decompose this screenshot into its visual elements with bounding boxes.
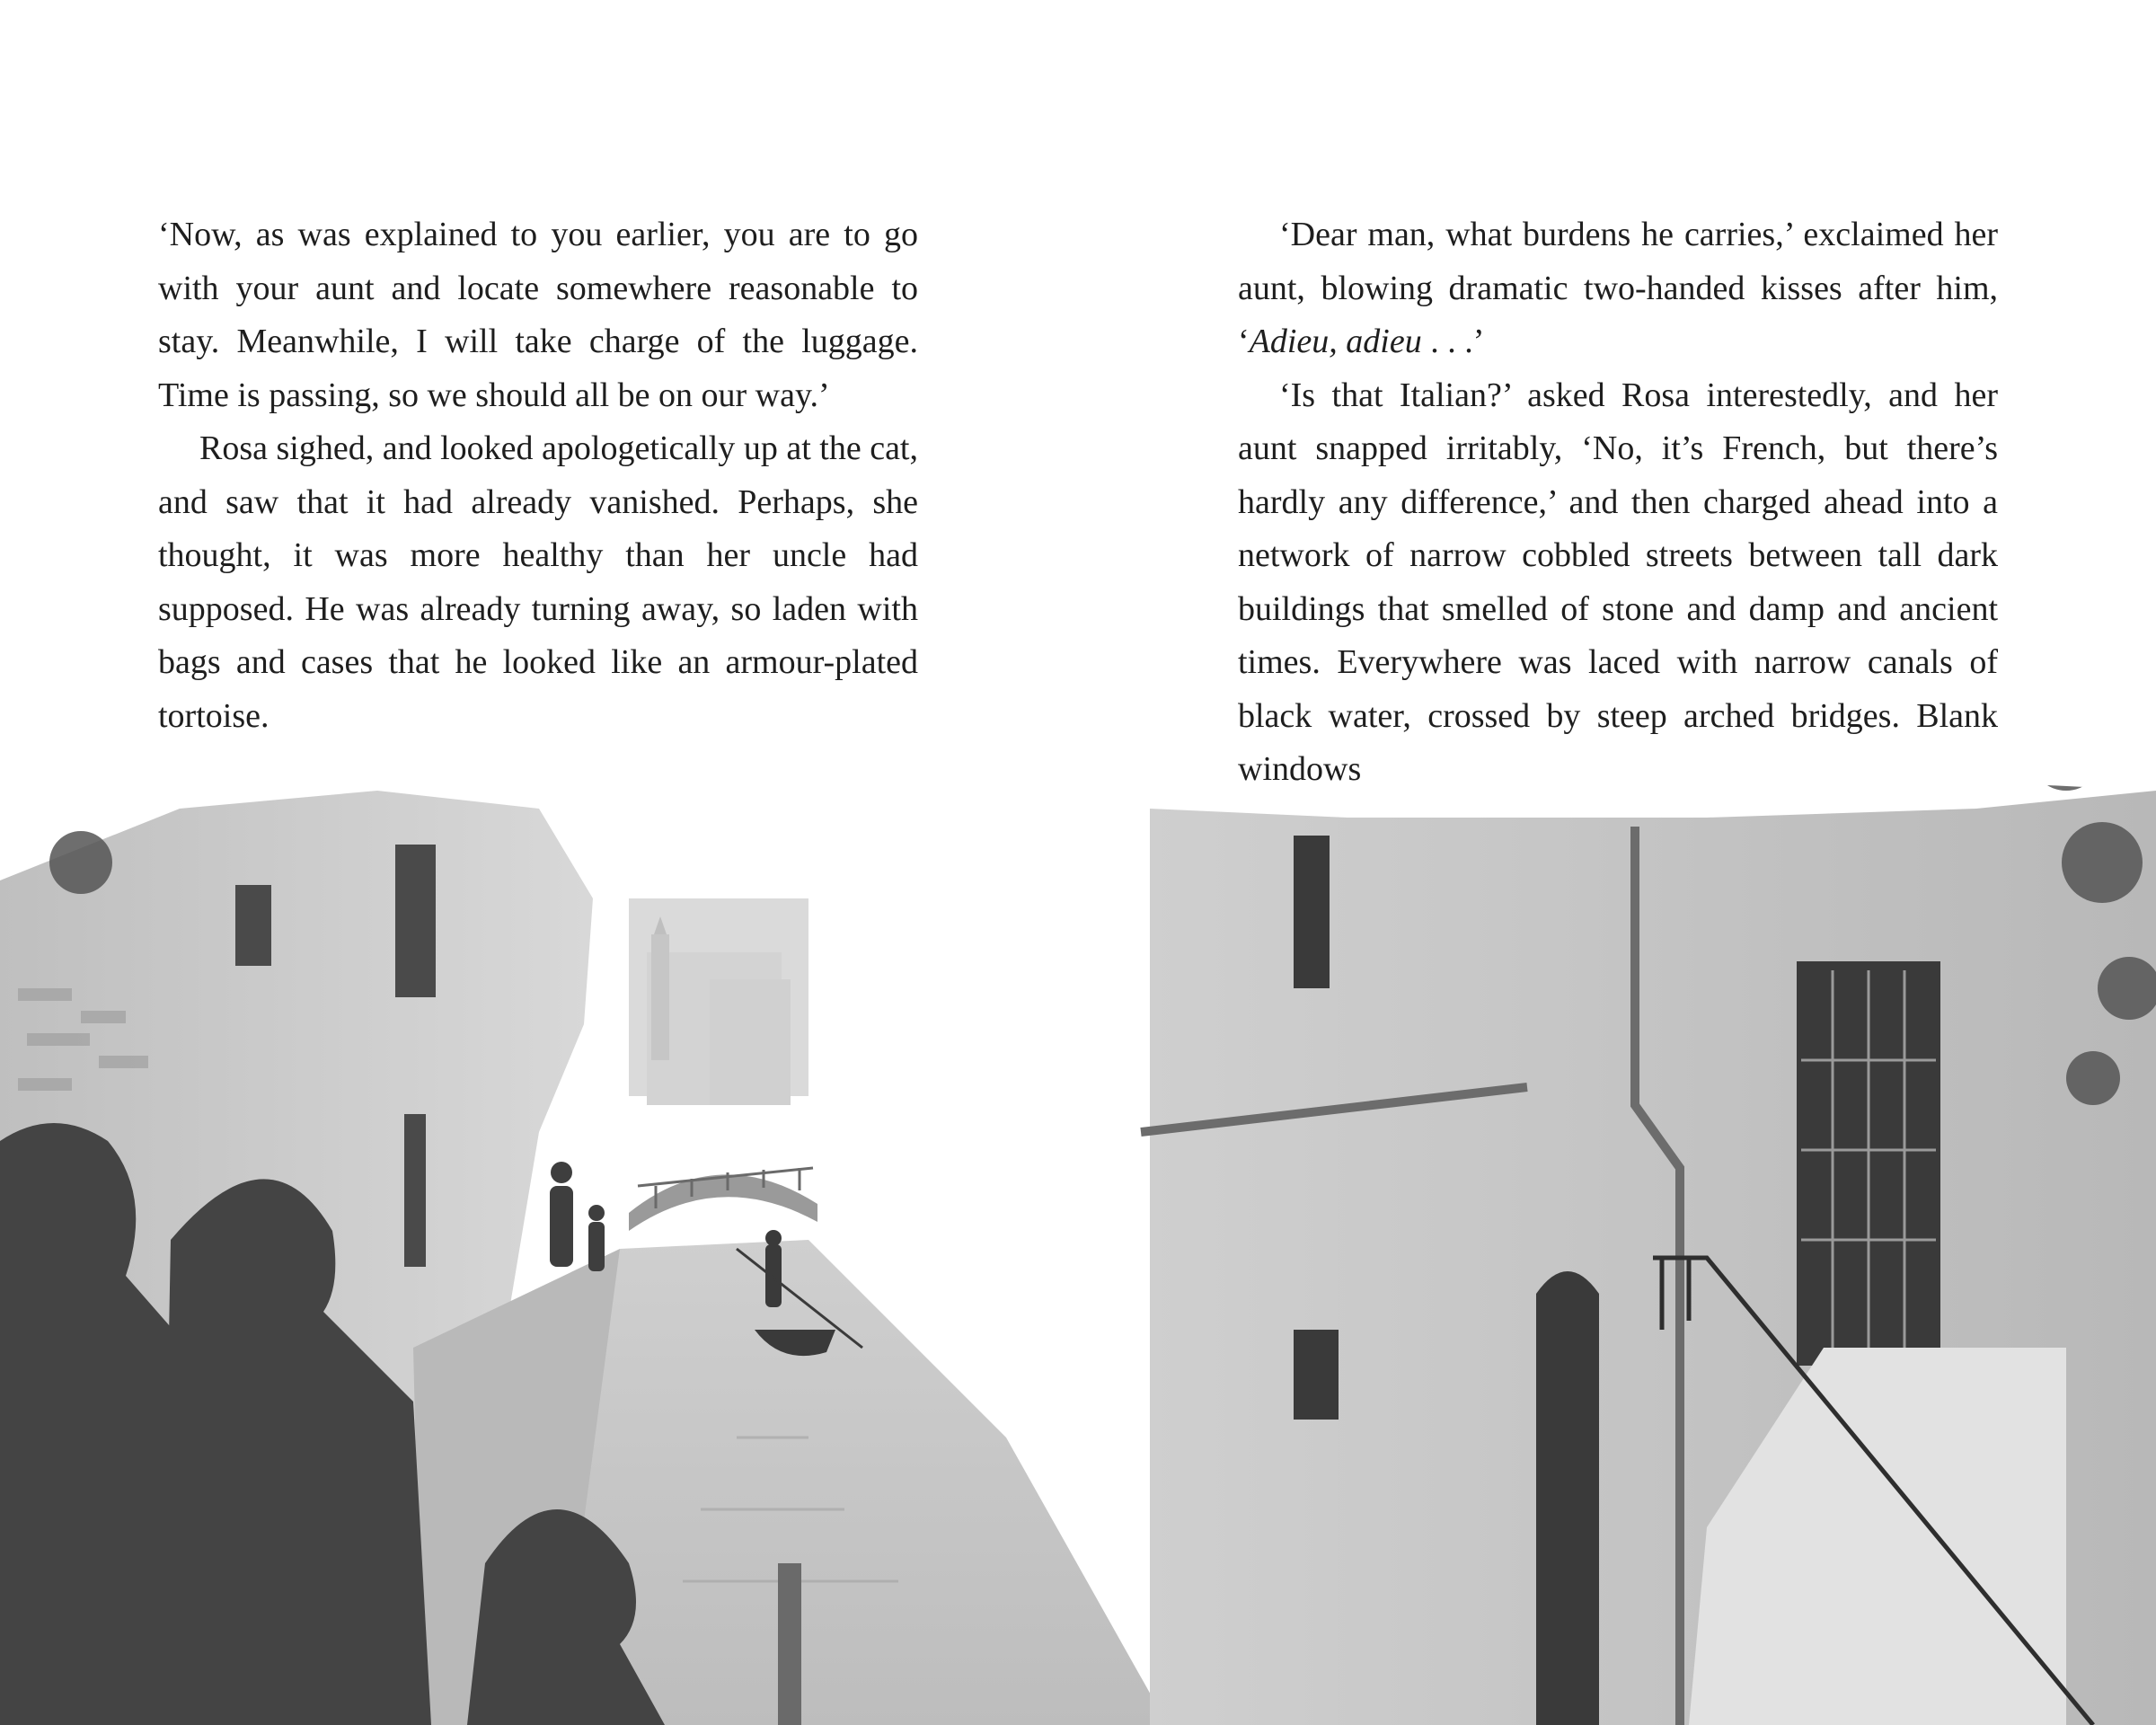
- left-page-text: [158, 208, 918, 743]
- italic-phrase: Adieu, adieu: [1249, 323, 1422, 360]
- aunt-and-rosa-figures: [550, 1162, 605, 1271]
- paragraph-text: ‘Dear man, what burdens he carries,’ exclaimed her aunt, blowing dramatic two-handed kisses after him, ‘: [1238, 216, 1998, 360]
- distant-buildings: [629, 898, 808, 1105]
- paragraph: [1238, 208, 1998, 369]
- paragraph: Rosa sighed, and looked apologetically up at the cat, and saw that it had already vanished. Perhaps, she thought, it was more healthy than her uncle had supposed. He was already turning away, so laden with bags and cases that he looked like an armour-plated tortoise.: [158, 429, 918, 735]
- paragraph: ‘Now, as was explained to you earlier, you are to go with your aunt and locate somewhere reasonable to stay. Meanwhile, I will take charge of the luggage. Time is passing, so we should all be on our way.’: [158, 216, 918, 414]
- right-page-text: [1238, 208, 1998, 797]
- paragraph-text: . . .’: [1421, 323, 1485, 360]
- canal-water: [557, 1240, 1168, 1725]
- mooring-post: [778, 1563, 801, 1725]
- paragraph: ‘Is that Italian?’ asked Rosa interestedly, and her aunt snapped irritably, ‘No, it’s French, but there’s hardly any difference,’ and then charged ahead into a network of narrow cobbled streets between tall dark buildings that smelled of stone and damp and ancient times. Everywhere was laced with narrow canals of black water, crossed by steep arched bridges. Blank windows: [1238, 376, 1998, 788]
